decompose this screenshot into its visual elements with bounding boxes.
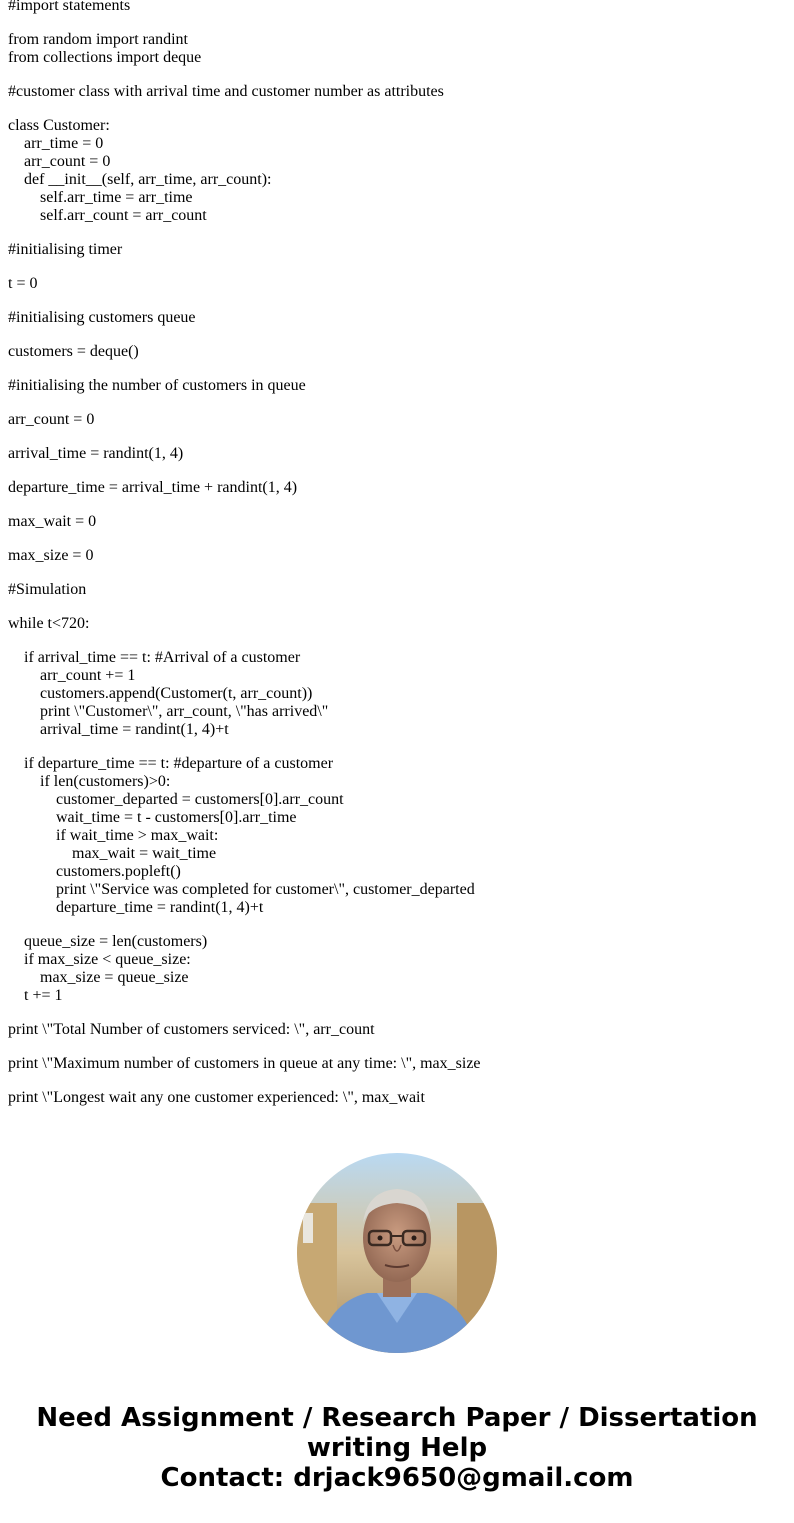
code-line <box>8 739 481 755</box>
code-line: arrival_time = randint(1, 4) <box>8 445 184 462</box>
code-line <box>8 293 481 309</box>
code-line <box>8 15 481 31</box>
code-line: t += 1 <box>24 987 63 1004</box>
code-line <box>8 565 481 581</box>
code-line: print \"Maximum number of customers in queue at any time: \", max_size <box>8 1055 481 1072</box>
code-line: if len(customers)>0: <box>40 773 171 790</box>
code-line: t = 0 <box>8 275 38 292</box>
code-line <box>8 531 481 547</box>
code-line <box>8 599 481 615</box>
code-line: #Simulation <box>8 581 87 598</box>
code-line: customers.popleft() <box>56 863 181 880</box>
banner-line-3: Contact: drjack9650@gmail.com <box>160 1463 634 1493</box>
code-line: if departure_time == t: #departure of a customer <box>24 755 334 772</box>
code-line: self.arr_time = arr_time <box>40 189 193 206</box>
code-line <box>8 101 481 117</box>
code-line: arrival_time = randint(1, 4)+t <box>40 721 229 738</box>
code-line: #initialising customers queue <box>8 309 196 326</box>
code-line: customers.append(Customer(t, arr_count)) <box>40 685 313 702</box>
code-line: queue_size = len(customers) <box>24 933 208 950</box>
code-line <box>8 429 481 445</box>
code-line: if max_size < queue_size: <box>24 951 191 968</box>
code-line: max_wait = 0 <box>8 513 97 530</box>
contact-banner <box>0 1403 794 1493</box>
code-line: arr_count = 0 <box>8 411 95 428</box>
code-line <box>8 1005 481 1021</box>
code-line: departure_time = randint(1, 4)+t <box>56 899 264 916</box>
code-line: print \"Longest wait any one customer experienced: \", max_wait <box>8 1089 425 1106</box>
code-line <box>8 259 481 275</box>
code-line: def __init__(self, arr_time, arr_count): <box>24 171 272 188</box>
code-line: departure_time = arrival_time + randint(1, 4) <box>8 479 298 496</box>
code-line: max_wait = wait_time <box>72 845 217 862</box>
code-line <box>8 497 481 513</box>
code-line: #import statements <box>8 0 131 14</box>
code-line: print \"Customer\", arr_count, \"has arrived\" <box>40 703 329 720</box>
code-line <box>8 633 481 649</box>
code-line <box>8 1073 481 1089</box>
code-line <box>8 327 481 343</box>
code-line: from random import randint <box>8 31 188 48</box>
code-line: self.arr_count = arr_count <box>40 207 207 224</box>
code-line: print \"Total Number of customers serviced: \", arr_count <box>8 1021 375 1038</box>
code-line: #initialising timer <box>8 241 123 258</box>
person-photo-icon <box>297 1153 497 1353</box>
code-line: from collections import deque <box>8 49 202 66</box>
code-line <box>8 67 481 83</box>
code-line: max_size = 0 <box>8 547 94 564</box>
code-line <box>8 225 481 241</box>
code-line: print \"Service was completed for customer\", customer_departed <box>56 881 475 898</box>
code-line: customer_departed = customers[0].arr_count <box>56 791 344 808</box>
code-line: if wait_time > max_wait: <box>56 827 219 844</box>
code-line: max_size = queue_size <box>40 969 189 986</box>
code-line <box>8 395 481 411</box>
code-listing <box>8 0 481 1107</box>
code-line <box>8 1039 481 1055</box>
code-line: arr_count += 1 <box>40 667 136 684</box>
code-line: customers = deque() <box>8 343 139 360</box>
code-line <box>8 917 481 933</box>
code-line: arr_count = 0 <box>24 153 111 170</box>
code-line <box>8 463 481 479</box>
avatar <box>297 1153 497 1353</box>
code-line: #customer class with arrival time and customer number as attributes <box>8 83 444 100</box>
code-line: wait_time = t - customers[0].arr_time <box>56 809 297 826</box>
code-line: #initialising the number of customers in queue <box>8 377 306 394</box>
code-line: class Customer: <box>8 117 110 134</box>
banner-line-1: Need Assignment / Research Paper / Dissertation <box>36 1403 758 1433</box>
code-line: arr_time = 0 <box>24 135 104 152</box>
code-line <box>8 361 481 377</box>
code-line: if arrival_time == t: #Arrival of a customer <box>24 649 301 666</box>
banner-line-2: writing Help <box>306 1433 488 1463</box>
code-line: while t<720: <box>8 615 90 632</box>
